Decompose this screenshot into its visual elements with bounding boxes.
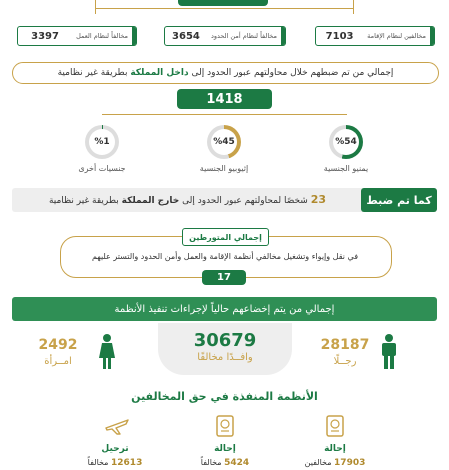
outside-kingdom-text: 23 شخصًا لمحاولتهم عبور الحدود إلى خارج المملكة بطريقة غير نظامية bbox=[48, 193, 327, 206]
men-value: 28187 bbox=[320, 337, 370, 353]
referral-title-2: إحالة bbox=[214, 444, 236, 454]
airplane-icon bbox=[104, 416, 130, 436]
women-value: 2492 bbox=[38, 337, 78, 353]
referral-title-1: إحالة bbox=[324, 444, 346, 454]
connector-right bbox=[353, 0, 354, 14]
passport-icon-2 bbox=[216, 415, 234, 437]
woman-icon bbox=[98, 334, 116, 370]
label-ethiopian: إثيوبيو الجنسية bbox=[199, 164, 249, 173]
category-border-security: مخالفاً لنظام أمن الحدود 3654 bbox=[164, 26, 286, 46]
involved-count: 17 bbox=[202, 270, 246, 285]
donut-yemeni: %54 bbox=[329, 125, 363, 159]
label-other: جنسيات أخرى bbox=[78, 164, 126, 173]
label-yemeni: يمنيو الجنسية bbox=[323, 164, 369, 173]
donut-other: %1 bbox=[85, 125, 119, 159]
procedures-title: إجمالي من يتم إخضاعهم حالياً لإجراءات تنفيذ الأنظمة bbox=[12, 297, 437, 321]
top-total-header bbox=[178, 0, 268, 6]
inside-connector bbox=[102, 114, 347, 115]
man-icon bbox=[379, 334, 399, 370]
top-connector-line bbox=[95, 8, 353, 9]
passport-icon-1 bbox=[326, 415, 344, 437]
enforced-title: الأنظمة المنفذة في حق المخالفين bbox=[131, 390, 318, 403]
outside-badge: كما تم ضبط bbox=[361, 188, 437, 212]
involved-title: إجمالي المتورطين bbox=[182, 228, 269, 246]
referral-value-1: 17903 مخالفين bbox=[304, 458, 366, 468]
donut-ethiopian: %45 bbox=[207, 125, 241, 159]
expats-label: وافــدًا مخالفًا bbox=[197, 352, 253, 363]
involved-description: في نقل وإيواء وتشغيل مخالفي أنظمة الإقامة والعمل وأمن الحدود والتستر عليهم bbox=[91, 252, 359, 261]
inside-total: 1418 bbox=[177, 89, 272, 109]
deportation-value: 12613 مخالفاً bbox=[87, 458, 143, 468]
deportation-title: ترحيل bbox=[101, 444, 129, 454]
inside-kingdom-title: إجمالي من تم ضبطهم خلال محاولتهم عبور الحدود إلى داخل المملكة بطريقة غير نظامية bbox=[12, 62, 439, 84]
category-labor: مخالفاً لنظام العمل 3397 bbox=[17, 26, 137, 46]
expats-value: 30679 bbox=[193, 330, 257, 351]
category-residency: مخالفين لنظام الإقامة 7103 bbox=[315, 26, 435, 46]
referral-value-2: 5424 مخالفاً bbox=[200, 458, 250, 468]
connector-left bbox=[95, 0, 96, 14]
men-label: رجــلًا bbox=[333, 356, 357, 367]
women-label: امــرأة bbox=[44, 356, 72, 367]
